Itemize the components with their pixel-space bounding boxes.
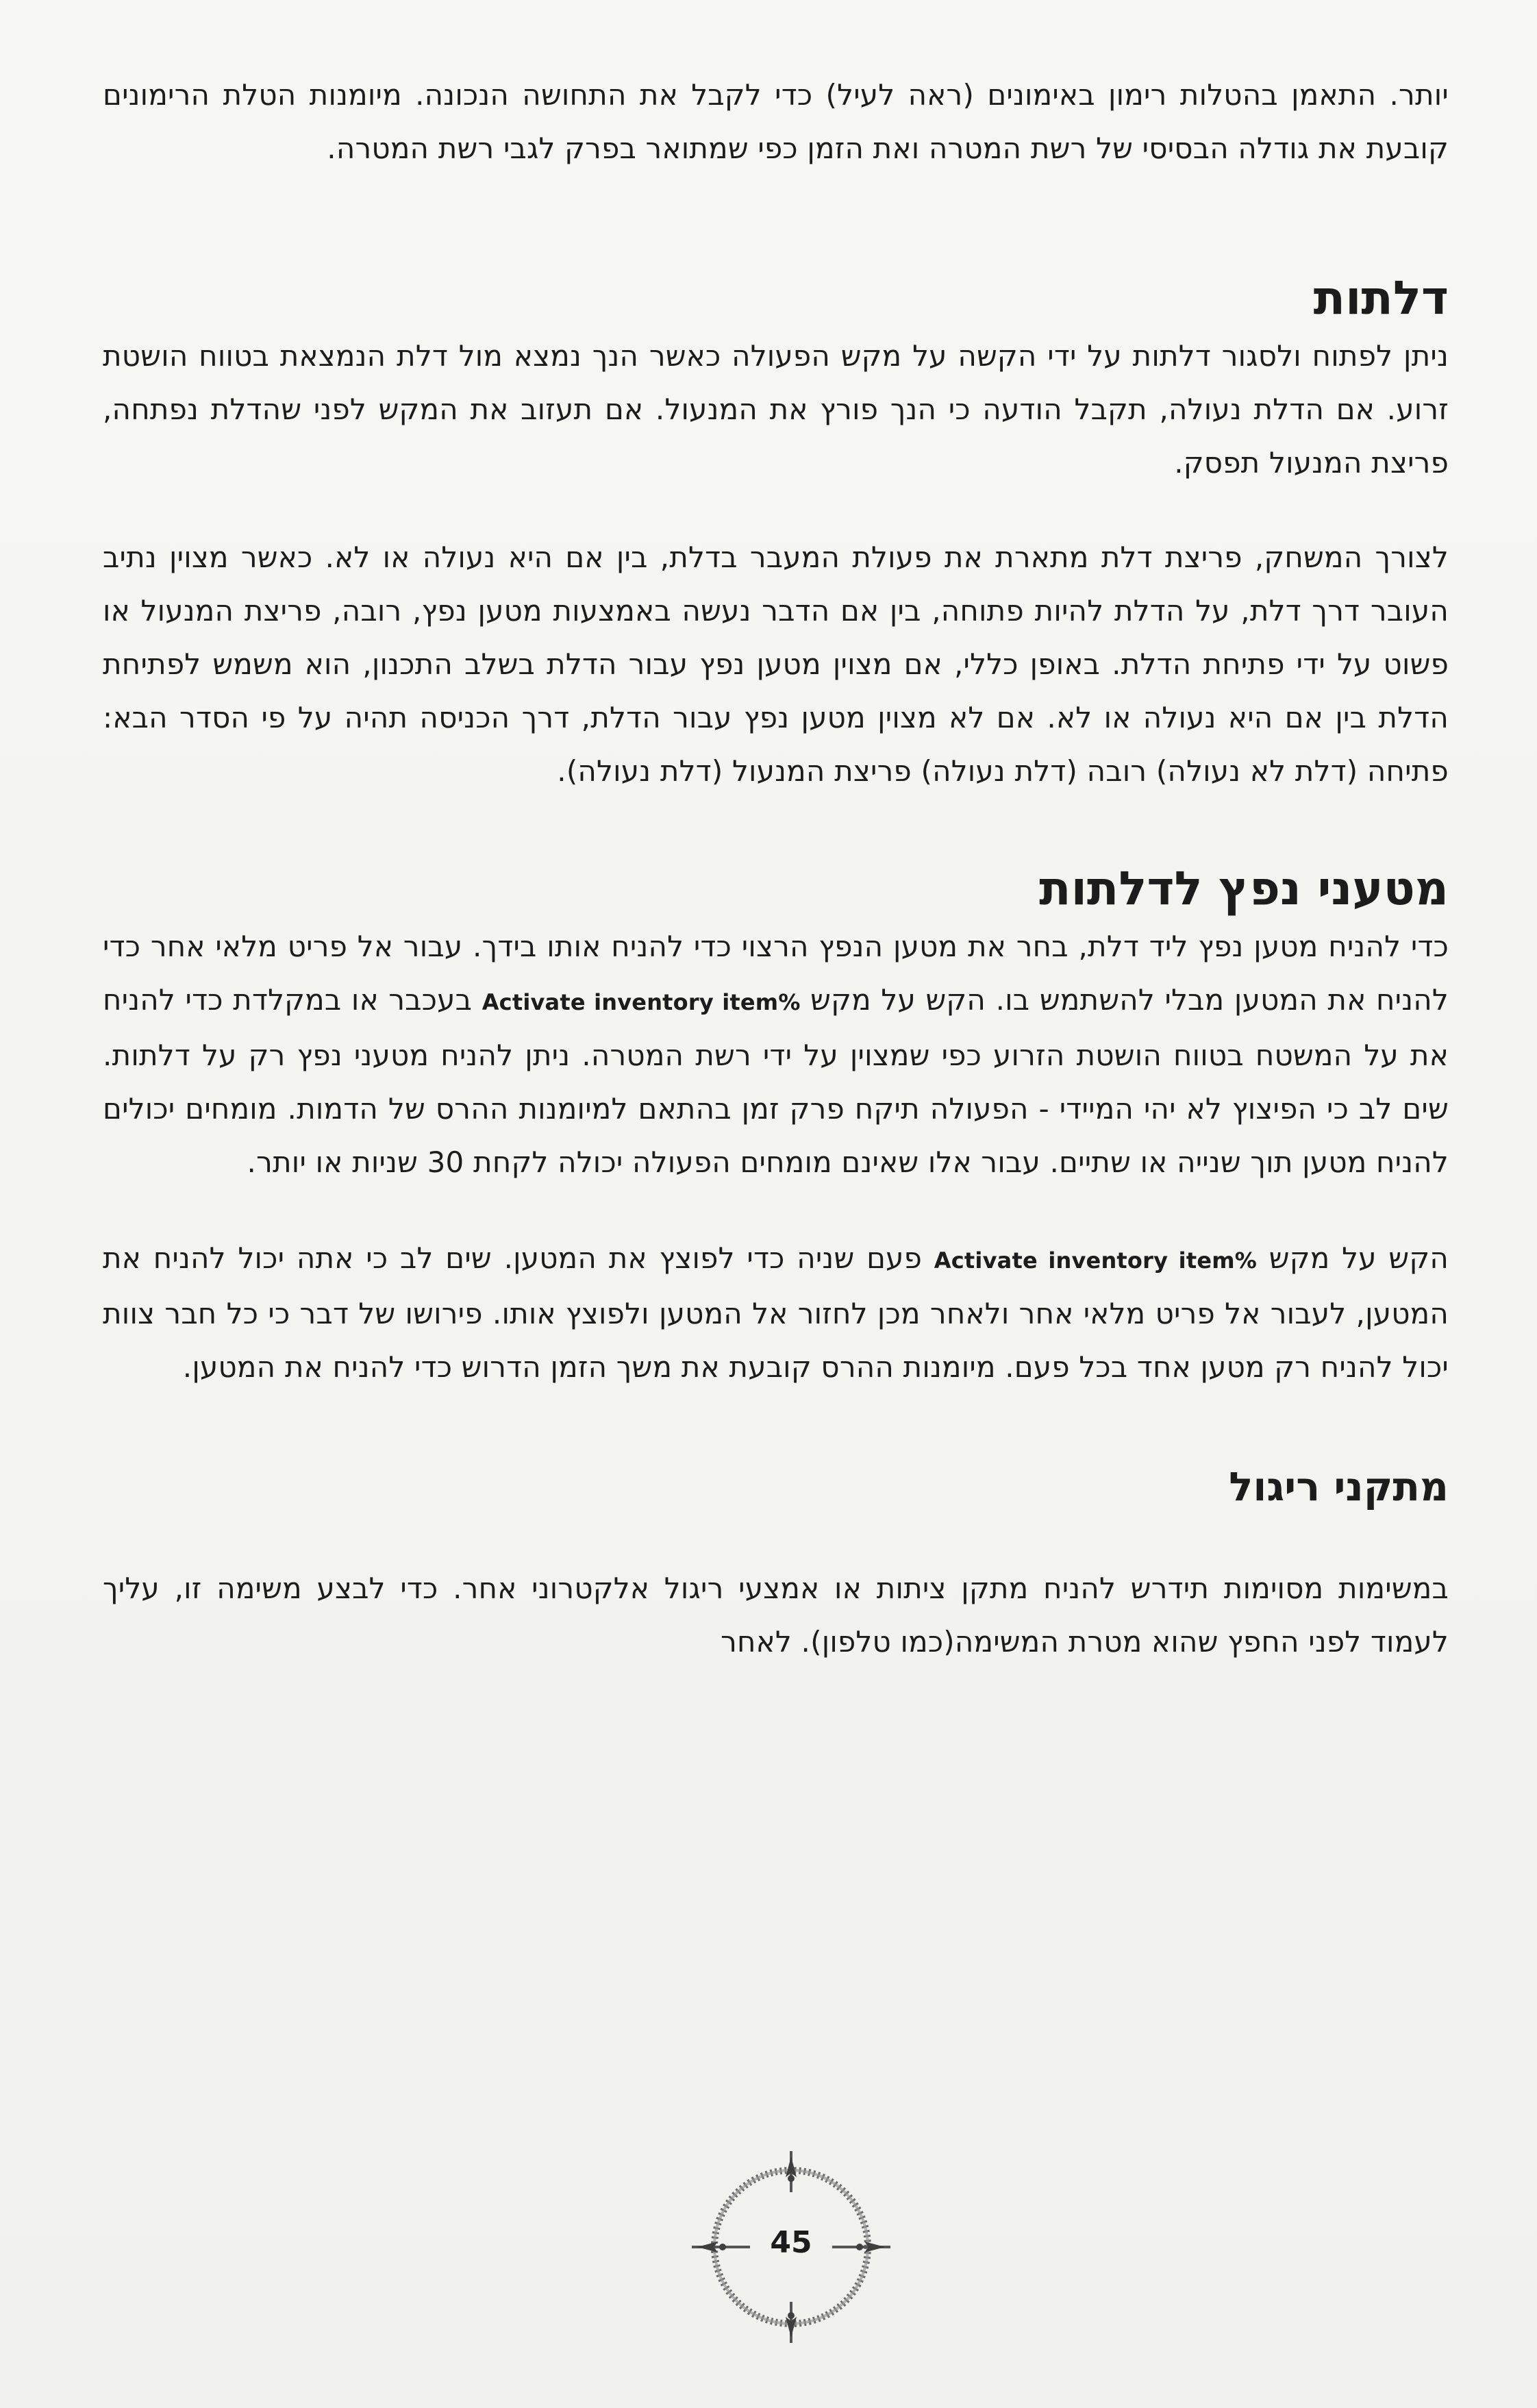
charges-paragraph-2-text-a: הקש על מקש [1257, 1241, 1449, 1275]
charges-paragraph-2 [103, 1232, 1449, 1394]
doors-heading: דלתות [1313, 271, 1449, 325]
charges-heading: מטעני נפץ לדלתות [1039, 862, 1449, 916]
page-content [103, 69, 1449, 1669]
intro-paragraph: יותר. התאמן בהטלות רימון באימונים (ראה לעיל) כדי לקבל את התחושה הנכונה. מיומנות הטלת הרימונים קובעת את גודלה הבסיסי של רשת המטרה ואת הזמן כפי שמתואר בפרק לגבי רשת המטרה. [103, 78, 1449, 165]
activate-inventory-key-label: Activate inventory item% [482, 989, 801, 1015]
page-number-crosshair [685, 2137, 897, 2357]
doors-paragraph-2: לצורך המשחק, פריצת דלת מתארת את פעולת המעבר בדלת, בין אם היא נעולה או לא. כאשר מצוין נתיב העובר דרך דלת, על הדלת להיות פתוחה, בין אם הדבר נעשה באמצעות מטען נפץ, רובה, פריצת המנעול או פשוט על ידי פתיחת הדלת. באופן כללי, אם מצוין מטען נפץ עבור הדלת בשלב התכנון, הוא משמש לפתיחת הדלת בין אם היא נעולה או לא. אם לא מצוין מטען נפץ עבור הדלת, דרך הכניסה תהיה על פי הסדר הבא: פתיחה (דלת לא נעולה) רובה (דלת נעולה) פריצת המנעול (דלת נעולה). [103, 541, 1449, 788]
doors-paragraph-1: ניתן לפתוח ולסגור דלתות על ידי הקשה על מקש הפעולה כאשר הנך נמצא מול דלת הנמצאת בטווח הושטת זרוע. אם הדלת נעולה, תקבל הודעה כי הנך פורץ את המנעול. אם תעזוב את המקש לפני שהדלת נפתחה, פריצת המנעול תפסק. [103, 339, 1449, 480]
charges-paragraph-1-text-a: כדי להניח מטען נפץ ליד דלת, בחר את מטען הנפץ הרצוי כדי להניח אותו בידך. עבור אל פריט מלאי אחר כדי להניח את המטען מבלי להשתמש בו. הקש על מקש [103, 930, 1449, 1017]
activate-inventory-key-label: Activate inventory item% [934, 1248, 1258, 1274]
charges-paragraph-1-text-b: בעכבר או במקלדת כדי להניח את על המשטח בטווח הושטת הזרוע כפי שמצוין על ידי רשת המטרה. ניתן להניח מטעני נפץ רק על דלתות. שים לב כי הפיצוץ לא יהי המיידי - הפעולה תיקח פרק זמן בהתאם למיומנות ההרס של הדמות. מומחים יכולים להניח מטען תוך שנייה או שתיים. עבור אלו שאינם מומחים הפעולה יכולה לקחת 30 שניות או יותר. [103, 983, 1449, 1179]
page-number: 45 [770, 2225, 812, 2260]
charges-paragraph-1 [103, 920, 1449, 1189]
charges-paragraph-2-text-b: פעם שניה כדי לפוצץ את המטען. שים לב כי אתה יכול להניח את המטען, לעבור אל פריט מלאי אחר ולאחר מכן לחזור אל המטען ולפוצץ אותו. פירושו של דבר כי כל חבר צוות יכול להניח רק מטען אחד בכל פעם. מיומנות ההרס קובעת את משך הזמן הדרוש כדי להניח את המטען. [103, 1241, 1449, 1384]
devices-paragraph-1: במשימות מסוימות תידרש להניח מתקן ציתות או אמצעי ריגול אלקטרוני אחר. כדי לבצע משימה זו, עליך לעמוד לפני החפץ שהוא מטרת המשימה(כמו טלפון). לאחר [103, 1572, 1449, 1659]
devices-heading: מתקני ריגול [1229, 1463, 1449, 1510]
